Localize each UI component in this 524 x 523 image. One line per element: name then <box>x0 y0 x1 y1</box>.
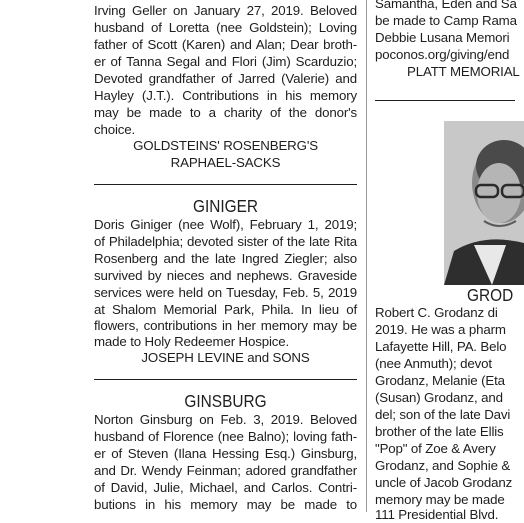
obituary-line: del; son of the late Davi <box>375 407 511 422</box>
column-divider <box>366 0 367 512</box>
obituary-surname: GINIGER <box>192 196 259 216</box>
section-divider <box>94 379 357 380</box>
funeral-home: PLATT MEMORIAL <box>407 64 520 79</box>
obituary-line: husband of Florence (nee Balno); loving fath- <box>94 429 357 444</box>
right-column <box>375 0 520 522</box>
portrait-image <box>444 121 524 285</box>
obituary-line: Hayley (J.T.). Contributions in his memory <box>94 88 357 103</box>
obituary-line: Debbie Lusana Memori <box>375 30 510 45</box>
obituary-line: be made to Camp Rama <box>375 13 517 28</box>
obituary-line: er of Tanna Segal and Flori (Jim) Scarduzio; <box>94 54 357 69</box>
obituary-surname: GROD <box>467 285 514 305</box>
obituary-line: services were held on Tuesday, Feb. 5, 2019 <box>94 285 357 300</box>
obituary-line: 111 Presidential Blvd. <box>375 507 499 522</box>
obituary-surname: GINSBURG <box>184 391 267 411</box>
obituary-line: of David, Julie, Michael, and Carlos. Contri- <box>94 480 357 495</box>
obituary-line: "Pop" of Zoe & Avery <box>375 441 496 456</box>
obituary-line: uncle of Jacob Grodanz <box>375 475 513 490</box>
funeral-home: JOSEPH LEVINE and SONS <box>141 350 310 365</box>
obituary-line: er of Steven (Ilana Hessing Esq.) Ginsburg, <box>94 446 357 461</box>
obituary-line: of Philadelphia; devoted sister of the late Rita <box>94 234 357 249</box>
funeral-home: GOLDSTEINS' ROSENBERG'S <box>133 138 318 153</box>
obituary-line: may be made to a charity of the donor's <box>94 105 357 120</box>
obituary-line: at Shalom Memorial Park, Phila. In lieu of <box>94 302 357 317</box>
portrait-photo <box>444 121 524 285</box>
obituary-line: Robert C. Grodanz di <box>375 305 498 320</box>
section-divider <box>94 184 357 185</box>
obituary-line: survived by nieces and nephews. Graveside <box>94 268 357 283</box>
obituary-line: 2019. He was a pharm <box>375 322 506 337</box>
obituary-line: butions in his memory may be made to <box>94 497 357 512</box>
obituary-line: (nee Anmuth); devot <box>375 356 492 371</box>
obituary-line: poconos.org/giving/end <box>375 47 510 62</box>
obituary-line: brother of the late Ellis <box>375 424 504 439</box>
obituary-line: Grodanz, Melanie (Eta <box>375 373 505 388</box>
obituary-line: (Susan) Grodanz, and <box>375 390 503 405</box>
obituary-line: Lafayette Hill, PA. Belo <box>375 339 507 354</box>
obituary-line: Devoted grandfather of Jarred (Valerie) and <box>94 71 357 86</box>
obituary-line: father of Scott (Karen) and Alan; Dear broth- <box>94 37 357 52</box>
left-column <box>94 0 357 512</box>
funeral-home: RAPHAEL-SACKS <box>170 155 281 170</box>
obituary-line: Samantha, Eden and Sa <box>375 0 517 11</box>
obituary-line: Rosenberg and the late Ingred Ziegler; also <box>94 251 357 266</box>
obituary-line: and Dr. Wendy Feinman; adored grandfather <box>94 463 357 478</box>
obituary-line: Doris Giniger (nee Wolf), February 1, 2019; <box>94 217 357 232</box>
obituary-line: husband of Loretta (nee Goldstein); Loving <box>94 20 357 35</box>
section-divider <box>375 100 515 101</box>
obituary-line: choice. <box>94 122 136 137</box>
obituary-line: Irving Geller on January 27, 2019. Beloved <box>94 3 357 18</box>
obituary-line: Norton Ginsburg on Feb. 3, 2019. Beloved <box>94 412 357 427</box>
obituary-line: made to Holy Redeemer Hospice. <box>94 334 290 349</box>
obituary-line: memory may be made <box>375 492 505 507</box>
obituary-line: Grodanz, and Sophie & <box>375 458 511 473</box>
obituary-line: flowers, contributions in her memory may be <box>94 318 357 333</box>
